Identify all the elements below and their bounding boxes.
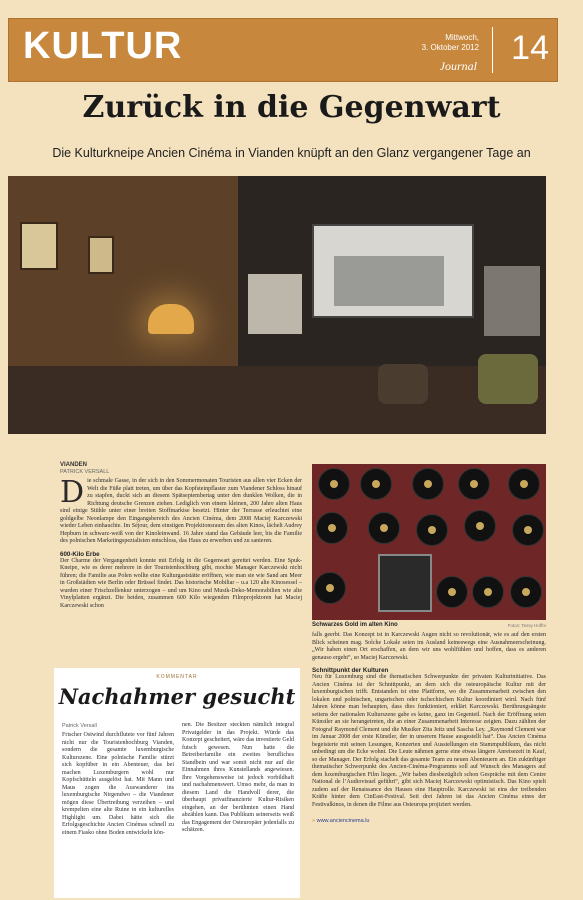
article-dateline: VIANDEN (60, 462, 88, 468)
vinyl-record (472, 576, 504, 608)
photo-caption: Schwarzes Gold im alten Kino (312, 622, 398, 628)
commentary-columns (62, 722, 294, 837)
date-day: 3. Oktober 2012 (421, 43, 479, 52)
vinyl-record (316, 512, 348, 544)
photo-armchair (478, 354, 538, 404)
article-column-right (312, 632, 546, 827)
commentary-column-1 (62, 722, 174, 837)
article-para1: ie schmale Gasse, in der sich in den Sommermonaten Touristen aus allen vier Ecken der Welt die Füße platt treten, um über das Kopfsteinpflaster zum Viandener Schloss hinauf zu stapfen, duckt sich an diesem Spätseptembertag unter den dunklen Wolken, die in Richtung deutsche Grenzen ziehen. Lediglich von einem kleinen, 200 Jahre alten Haus sind einige Stühle unter einer breiten Stoffmarkise besetzt. Hinter der Terrasse erleuchtet eine goldgelbe Neonlampe den Eingangsbereich des Ancien Cinéma, dem 2008 Maciej Karczewski wieder Leben einhauchte. Im Séjour, dem einstigen Projektionsraum des alten Kinos, lächelt Audrey Hepburn in schwarz-weiß von der Kinoleinwand. 16 Jahre stand das Gebäude leer, bis die Familie des polnischen Marketingspezialisten entschloss, das Haus zu erwerben und zu sanieren. (60, 478, 302, 544)
vinyl-record (512, 514, 544, 546)
photo-audrey-poster (248, 274, 302, 334)
journal-logo: Journal (439, 59, 477, 73)
website-link-text: www.anciencinema.lu (316, 818, 370, 824)
page-number: 14 (511, 29, 549, 67)
article-para2: Der Charme der Vergangenheit konnte mit Erfolg in die Gegenwart gerettet werden. Eine Spuk-Kneipe, wie es derer mehrere in der Touristenhochburg gibt, mochte Manager Karczewski nicht führen; die Familie aus Polen wollte eine Kulturgaststätte eröffnen, wie man sie wie Sand am Meer in Großstädten wie Berlin oder Brüssel findet. Das historische Mobiliar – u.a 120 alte Kinosessel – wurden einer Frischzellenkur unterzogen – und um Kino und Musik-Deko-Memorabilien wie alte Vinylplatten ergänzt. Die beiden, zusammen 600 Kilo wiegenden Filmprojektoren hat Maciej Karczewski schon (60, 557, 302, 609)
article-paragraph (60, 475, 302, 546)
article-subheading: 600-Kilo Erbe (60, 550, 100, 558)
website-link[interactable] (312, 818, 369, 824)
link-arrow-icon: » (312, 818, 317, 824)
article-author: PATRICK VERSALL (60, 469, 110, 475)
photo-right-poster (484, 266, 540, 336)
vinyl-record (360, 468, 392, 500)
commentary-title: Nachahmer gesucht (58, 684, 296, 709)
issue-date (422, 33, 479, 53)
drop-cap: D (60, 475, 85, 510)
vinyl-record (508, 468, 540, 500)
vinyl-record (464, 510, 496, 542)
vinyl-record (412, 468, 444, 500)
commentary-column-2 (182, 722, 294, 837)
photo-wall-poster (88, 236, 114, 274)
photo-lamp (148, 304, 194, 334)
vinyl-record (436, 576, 468, 608)
commentary-box (54, 668, 300, 898)
vinyl-record (318, 468, 350, 500)
photo-wall-poster (20, 222, 58, 270)
header-divider (492, 27, 493, 73)
commentary-label: KOMMENTAR (156, 674, 198, 680)
turntable (378, 554, 432, 612)
commentary-text-2: nen. Die Besitzer steckten nämlich integral Privatgelder in das Projekt. Würde das Konzept gescheitert, wäre das investierte Geld futsch gewesen. Nun hatte die Betreiberfamilie ein zweites berufliches Standbein und war somit nicht nur auf die Einnahmen ihres Kunstellands angewiesen. Ihre Vorgehensweise ist jedoch vorbildhaft und nachahmenswert. Umso mehr, da man in diesem Land die Handvoll derer, die überhaupt privatfinanzierte Kultur-Risiken eingehen, an der berühmten einen Hand abzählen kann. Das Publikum seinerseits weiß das Engagement der Osteuropäer jedenfalls zu schätzen. (182, 722, 294, 833)
article-subheading: Schnittpunkt der Kulturen (312, 667, 389, 674)
photo-floor (8, 366, 546, 434)
article-column-left (60, 462, 302, 610)
vinyl-records-photo (312, 464, 546, 620)
article-headline: Zurück in die Gegenwart (82, 90, 501, 125)
section-title: KULTUR (23, 25, 183, 67)
article-subhead: Die Kulturkneipe Ancien Cinéma in Vianden knüpft an den Glanz vergangener Tage an (52, 146, 531, 160)
vinyl-record (458, 468, 490, 500)
commentary-text-1: Frischer Ostwind durchflutete vor fünf Jahren nicht nur die Touristenhochburg Vianden, sondern die gesamte luxemburgische Kulturszene. Eine polnische Familie stürzt sich kopfüber in ein Abenteuer, das bei machen Luxemburgern wohl nur Kopfschütteln ausgelöst hat. Mit Mann und Maus zogen die Auswanderer ins luxemburgische Nirgendwo – die Viandener mögen diese Übertreibung verzeihen – und krempelten eine alte Ruine in ein kulturelles Highlight um. Dabei hätte sich die Erfolgsgeschichte Ancien Cinémas schnell zu einem Fiasko ohne Boden entwickeln kön- (62, 732, 174, 836)
section-header (8, 18, 558, 82)
photo-credit: Fotos: Tessy Hoffm (507, 623, 546, 628)
photo-projection-screen (312, 224, 474, 318)
vinyl-record (510, 576, 542, 608)
vinyl-record (368, 512, 400, 544)
vinyl-record (416, 514, 448, 546)
article-para3: falls geerbt. Das Konzept ist in Karczewski Augen nicht so revolutionär, wie es auf den ersten Blick scheinen mag. Solche Lokale seien im Ausland keineswegs eine Ausnahmeerscheinung. „Wir haben einen Ort erschaffen, an dem wir uns wohlfühlen und hoffen, dass es anderen genauso ergeht“, so Maciej Karczewski. (312, 632, 546, 661)
vinyl-record (314, 572, 346, 604)
article-para4: Neu für Luxemburg sind die thematischen Schwerpunkte der privaten Kulturinitiative. Das Ancien Cinéma ist der Schnittpunkt, an dem sich die osteuropäische Kultur mit der luxemburgischen trifft. Entstanden ist eine Plattform, wo die Zusammenarbeit zwischen den lokalen und polnischen, ungarischen oder tschechischen Kultur koordiniert wird. Nach fünf Jahren könne man behaupten, dass dies funktioniert, erklärt Karczewski. Berührungsängste seitens der nationalen Kulturszene gabe es keine, ganz im Gegenteil. Nach der Eröffnung seien Künstler an sie herangetreten, die an einer Zusammenarbeit Interesse zeigten. Dazu zählten der Fotograf Raymond Clement und die Musiker Zita Jeitz und Sascha Ley. „Raymond Clement war im Januar 2008 der erste Künstler, der in unserem Hause ausgestellt hat“. Das Ancien Cinéma begeisterte mit seinen Lesungen, Konzerten und Ausstellungen ein Stammpublikum, das nicht unbedingt um die Ecke wohnt. Die Leute nähmen gerne eine etwas längere Anreisezeit in Kauf, so der Manager. Der Erfolg stachelt das gesamte Team zu neuen Abenteuern an. Ein zukünftiger thematischer Schwerpunkt des Ancien-Cinéma-Programms soll auf Wunsch des Managers auf dem luxemburgischen Film liegen. „Wir haben diesbezüglich schon Gespräche mit dem Centre National de l’Audiovisuel geführt“, gibt sich Maciej Karczewski optimistisch. Das Kino spielt zudem auf der Renaissance des Hauses eine Hauptrolle. Karczewski ist eins der treibenden Kräfte hinter dem CinEast-Festival. Seit drei Jahren ist das Ancien Cinéma eines der Festivalkinos, in denen die Filme aus Osteuropa projiziert werden. (312, 674, 546, 808)
commentary-author: Patrick Versall (62, 723, 97, 729)
photo-armchair (378, 364, 428, 404)
hero-photo-cinema-interior (8, 176, 546, 434)
date-weekday: Mittwoch, (445, 33, 479, 42)
